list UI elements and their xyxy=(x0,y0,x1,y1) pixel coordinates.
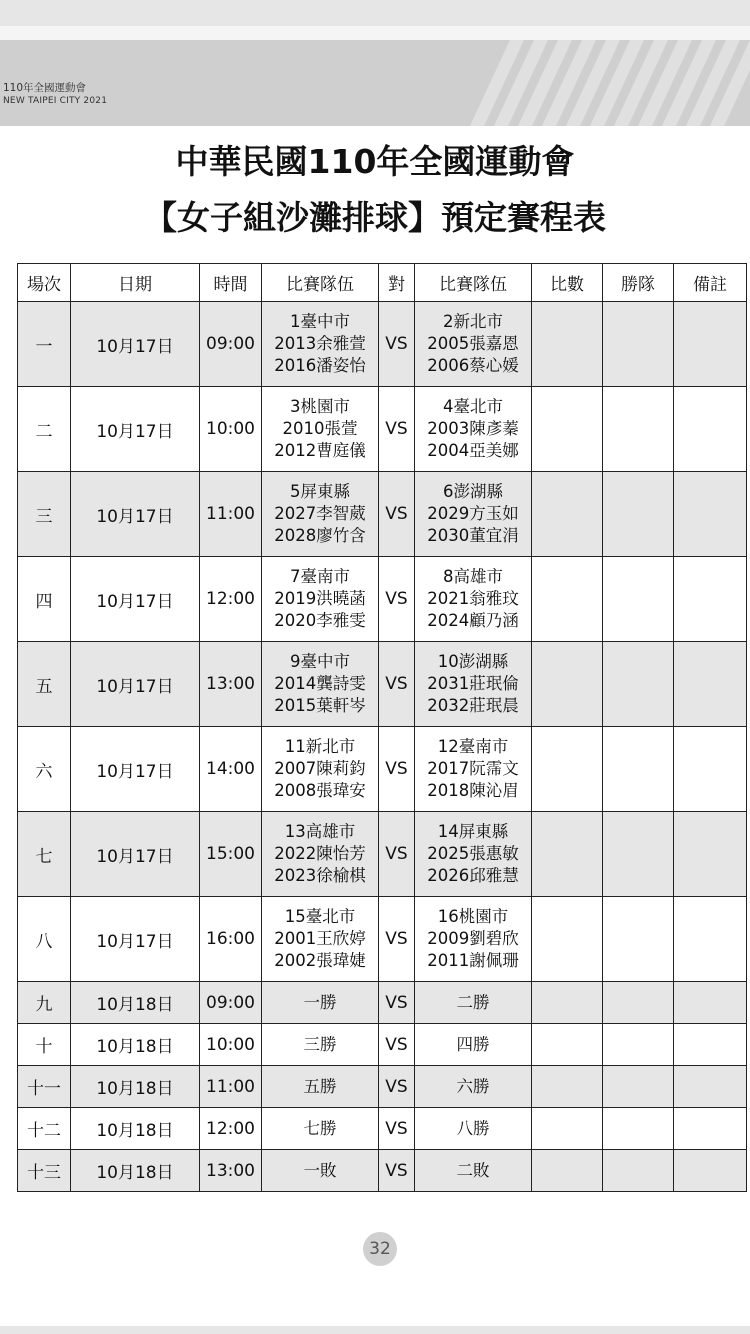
player-entry: 2015葉軒岑 xyxy=(274,696,366,715)
player-entry: 2025張惠敏 xyxy=(427,844,519,863)
player-entry: 2012曹庭儀 xyxy=(274,441,366,460)
team-name: 6澎湖縣 xyxy=(443,482,503,501)
remarks-cell xyxy=(674,1066,747,1108)
date-cell: 10月17日 xyxy=(71,642,200,727)
player-entry: 2004亞美娜 xyxy=(427,441,519,460)
table-row xyxy=(18,472,747,557)
team-name: 二勝 xyxy=(456,992,490,1012)
player-entry: 2005張嘉恩 xyxy=(427,334,519,353)
time-cell: 09:00 xyxy=(200,982,262,1024)
match-no-cell: 四 xyxy=(18,557,71,642)
match-no-cell: 九 xyxy=(18,982,71,1024)
match-no-cell: 七 xyxy=(18,812,71,897)
date-cell: 10月18日 xyxy=(71,1066,200,1108)
date-cell: 10月17日 xyxy=(71,472,200,557)
header-band xyxy=(0,40,750,126)
table-row xyxy=(18,897,747,982)
team-name: 六勝 xyxy=(456,1076,490,1096)
score-cell xyxy=(532,1066,603,1108)
team-name: 7臺南市 xyxy=(290,567,350,586)
team-b-cell xyxy=(415,387,532,472)
team-name: 9臺中市 xyxy=(290,652,350,671)
team-a-cell xyxy=(262,982,379,1024)
team-name: 5屏東縣 xyxy=(290,482,350,501)
team-b-cell xyxy=(415,1024,532,1066)
remarks-cell xyxy=(674,387,747,472)
score-cell xyxy=(532,897,603,982)
versus-cell: VS xyxy=(379,897,415,982)
team-a-cell xyxy=(262,302,379,387)
player-entry: 2007陳莉鈞 xyxy=(274,759,366,778)
time-cell: 09:00 xyxy=(200,302,262,387)
score-cell xyxy=(532,1150,603,1192)
col-header-match-no: 場次 xyxy=(18,264,71,302)
team-a-cell xyxy=(262,1108,379,1150)
team-b-cell xyxy=(415,1108,532,1150)
player-entry: 2026邱雅慧 xyxy=(427,866,519,885)
team-name: 8高雄市 xyxy=(443,567,503,586)
player-entry: 2020李雅雯 xyxy=(274,611,366,630)
team-name: 一敗 xyxy=(303,1160,337,1180)
match-no-cell: 八 xyxy=(18,897,71,982)
remarks-cell xyxy=(674,727,747,812)
team-a-cell xyxy=(262,1150,379,1192)
player-entry: 2010張萱 xyxy=(282,419,358,438)
remarks-cell xyxy=(674,472,747,557)
versus-cell: VS xyxy=(379,1066,415,1108)
versus-cell: VS xyxy=(379,727,415,812)
remarks-cell xyxy=(674,1150,747,1192)
col-header-date: 日期 xyxy=(71,264,200,302)
col-header-remarks: 備註 xyxy=(674,264,747,302)
table-row xyxy=(18,642,747,727)
team-b-cell xyxy=(415,472,532,557)
team-name: 12臺南市 xyxy=(437,737,509,756)
remarks-cell xyxy=(674,302,747,387)
match-no-cell: 二 xyxy=(18,387,71,472)
date-cell: 10月17日 xyxy=(71,387,200,472)
table-row xyxy=(18,1066,747,1108)
date-cell: 10月18日 xyxy=(71,982,200,1024)
versus-cell: VS xyxy=(379,1150,415,1192)
team-name: 3桃園市 xyxy=(290,397,350,416)
team-name: 一勝 xyxy=(303,992,337,1012)
team-b-cell xyxy=(415,557,532,642)
winner-cell xyxy=(603,387,674,472)
table-row xyxy=(18,727,747,812)
versus-cell: VS xyxy=(379,1024,415,1066)
table-row xyxy=(18,1108,747,1150)
team-a-cell xyxy=(262,727,379,812)
team-a-cell xyxy=(262,557,379,642)
player-entry: 2016潘姿怡 xyxy=(274,356,366,375)
player-entry: 2013余雅萱 xyxy=(274,334,366,353)
team-a-cell xyxy=(262,387,379,472)
match-no-cell: 六 xyxy=(18,727,71,812)
time-cell: 14:00 xyxy=(200,727,262,812)
player-entry: 2032莊珉晨 xyxy=(427,696,519,715)
match-no-cell: 十二 xyxy=(18,1108,71,1150)
player-entry: 2011謝佩珊 xyxy=(427,951,519,970)
event-logo-title: 110年全國運動會 xyxy=(3,82,87,94)
winner-cell xyxy=(603,812,674,897)
winner-cell xyxy=(603,982,674,1024)
score-cell xyxy=(532,642,603,727)
date-cell: 10月17日 xyxy=(71,302,200,387)
team-name: 四勝 xyxy=(456,1034,490,1054)
remarks-cell xyxy=(674,982,747,1024)
winner-cell xyxy=(603,1108,674,1150)
player-entry: 2030董宜涓 xyxy=(427,526,519,545)
team-a-cell xyxy=(262,897,379,982)
table-row xyxy=(18,1024,747,1066)
winner-cell xyxy=(603,557,674,642)
player-entry: 2017阮霈文 xyxy=(427,759,519,778)
col-header-score: 比數 xyxy=(532,264,603,302)
col-header-versus: 對 xyxy=(379,264,415,302)
team-name: 八勝 xyxy=(456,1118,490,1138)
decorative-stripes-icon xyxy=(450,40,750,126)
player-entry: 2029方玉如 xyxy=(427,504,519,523)
date-cell: 10月18日 xyxy=(71,1108,200,1150)
versus-cell: VS xyxy=(379,812,415,897)
player-entry: 2031莊珉倫 xyxy=(427,674,519,693)
date-cell: 10月18日 xyxy=(71,1024,200,1066)
score-cell xyxy=(532,727,603,812)
match-no-cell: 一 xyxy=(18,302,71,387)
match-no-cell: 十 xyxy=(18,1024,71,1066)
match-no-cell: 十三 xyxy=(18,1150,71,1192)
team-b-cell xyxy=(415,302,532,387)
table-row xyxy=(18,302,747,387)
remarks-cell xyxy=(674,812,747,897)
date-cell: 10月17日 xyxy=(71,897,200,982)
team-name: 五勝 xyxy=(303,1076,337,1096)
score-cell xyxy=(532,472,603,557)
team-b-cell xyxy=(415,897,532,982)
col-header-winner: 勝隊 xyxy=(603,264,674,302)
col-header-team-b: 比賽隊伍 xyxy=(415,264,532,302)
time-cell: 10:00 xyxy=(200,387,262,472)
versus-cell: VS xyxy=(379,642,415,727)
score-cell xyxy=(532,812,603,897)
remarks-cell xyxy=(674,1108,747,1150)
time-cell: 12:00 xyxy=(200,557,262,642)
remarks-cell xyxy=(674,557,747,642)
time-cell: 16:00 xyxy=(200,897,262,982)
remarks-cell xyxy=(674,1024,747,1066)
player-entry: 2009劉碧欣 xyxy=(427,929,519,948)
team-name: 二敗 xyxy=(456,1160,490,1180)
time-cell: 12:00 xyxy=(200,1108,262,1150)
player-entry: 2022陳怡芳 xyxy=(274,844,366,863)
winner-cell xyxy=(603,642,674,727)
team-b-cell xyxy=(415,1150,532,1192)
score-cell xyxy=(532,557,603,642)
table-row xyxy=(18,1150,747,1192)
col-header-team-a: 比賽隊伍 xyxy=(262,264,379,302)
time-cell: 10:00 xyxy=(200,1024,262,1066)
score-cell xyxy=(532,387,603,472)
player-entry: 2027李智葳 xyxy=(274,504,366,523)
team-b-cell xyxy=(415,727,532,812)
team-name: 1臺中市 xyxy=(290,312,350,331)
player-entry: 2003陳彥蓁 xyxy=(427,419,519,438)
versus-cell: VS xyxy=(379,1108,415,1150)
winner-cell xyxy=(603,472,674,557)
table-header-row xyxy=(18,264,747,302)
remarks-cell xyxy=(674,897,747,982)
time-cell: 13:00 xyxy=(200,1150,262,1192)
versus-cell: VS xyxy=(379,472,415,557)
col-header-time: 時間 xyxy=(200,264,262,302)
winner-cell xyxy=(603,727,674,812)
time-cell: 15:00 xyxy=(200,812,262,897)
team-name: 11新北市 xyxy=(284,737,356,756)
table-row xyxy=(18,982,747,1024)
versus-cell: VS xyxy=(379,302,415,387)
versus-cell: VS xyxy=(379,387,415,472)
team-b-cell xyxy=(415,982,532,1024)
match-no-cell: 十一 xyxy=(18,1066,71,1108)
versus-cell: VS xyxy=(379,557,415,642)
player-entry: 2021翁雅玟 xyxy=(427,589,519,608)
team-a-cell xyxy=(262,472,379,557)
time-cell: 11:00 xyxy=(200,472,262,557)
score-cell xyxy=(532,302,603,387)
player-entry: 2023徐榆棋 xyxy=(274,866,366,885)
team-name: 16桃園市 xyxy=(437,907,509,926)
team-b-cell xyxy=(415,812,532,897)
player-entry: 2028廖竹含 xyxy=(274,526,366,545)
score-cell xyxy=(532,982,603,1024)
winner-cell xyxy=(603,1150,674,1192)
team-b-cell xyxy=(415,642,532,727)
player-entry: 2014龔詩雯 xyxy=(274,674,366,693)
event-logo-subtitle: NEW TAIPEI CITY 2021 xyxy=(3,96,108,106)
player-entry: 2024顧乃涵 xyxy=(427,611,519,630)
date-cell: 10月18日 xyxy=(71,1150,200,1192)
score-cell xyxy=(532,1024,603,1066)
score-cell xyxy=(532,1108,603,1150)
team-name: 15臺北市 xyxy=(284,907,356,926)
match-no-cell: 五 xyxy=(18,642,71,727)
time-cell: 13:00 xyxy=(200,642,262,727)
document-subtitle: 【女子組沙灘排球】預定賽程表 xyxy=(144,198,606,237)
player-entry: 2008張瑋安 xyxy=(274,781,366,800)
team-name: 三勝 xyxy=(303,1034,337,1054)
team-a-cell xyxy=(262,812,379,897)
document-title: 中華民國110年全國運動會 xyxy=(175,142,575,181)
team-a-cell xyxy=(262,1024,379,1066)
match-no-cell: 三 xyxy=(18,472,71,557)
team-name: 13高雄市 xyxy=(284,822,356,841)
winner-cell xyxy=(603,1066,674,1108)
winner-cell xyxy=(603,1024,674,1066)
team-a-cell xyxy=(262,1066,379,1108)
schedule-table xyxy=(17,263,747,1192)
versus-cell: VS xyxy=(379,982,415,1024)
team-name: 14屏東縣 xyxy=(437,822,509,841)
winner-cell xyxy=(603,302,674,387)
player-entry: 2018陳沁眉 xyxy=(427,781,519,800)
remarks-cell xyxy=(674,642,747,727)
date-cell: 10月17日 xyxy=(71,727,200,812)
table-row xyxy=(18,812,747,897)
page-top-edge xyxy=(0,26,750,41)
team-name: 2新北市 xyxy=(443,312,503,331)
table-row xyxy=(18,557,747,642)
team-a-cell xyxy=(262,642,379,727)
team-name: 10澎湖縣 xyxy=(437,652,509,671)
team-b-cell xyxy=(415,1066,532,1108)
time-cell: 11:00 xyxy=(200,1066,262,1108)
team-name: 4臺北市 xyxy=(443,397,503,416)
player-entry: 2001王欣婷 xyxy=(274,929,366,948)
team-name: 七勝 xyxy=(303,1118,337,1138)
date-cell: 10月17日 xyxy=(71,812,200,897)
page-number: 32 xyxy=(363,1232,397,1266)
player-entry: 2019洪曉菡 xyxy=(274,589,366,608)
table-row xyxy=(18,387,747,472)
date-cell: 10月17日 xyxy=(71,557,200,642)
winner-cell xyxy=(603,897,674,982)
player-entry: 2006蔡心媛 xyxy=(427,356,519,375)
player-entry: 2002張瑋婕 xyxy=(274,951,366,970)
